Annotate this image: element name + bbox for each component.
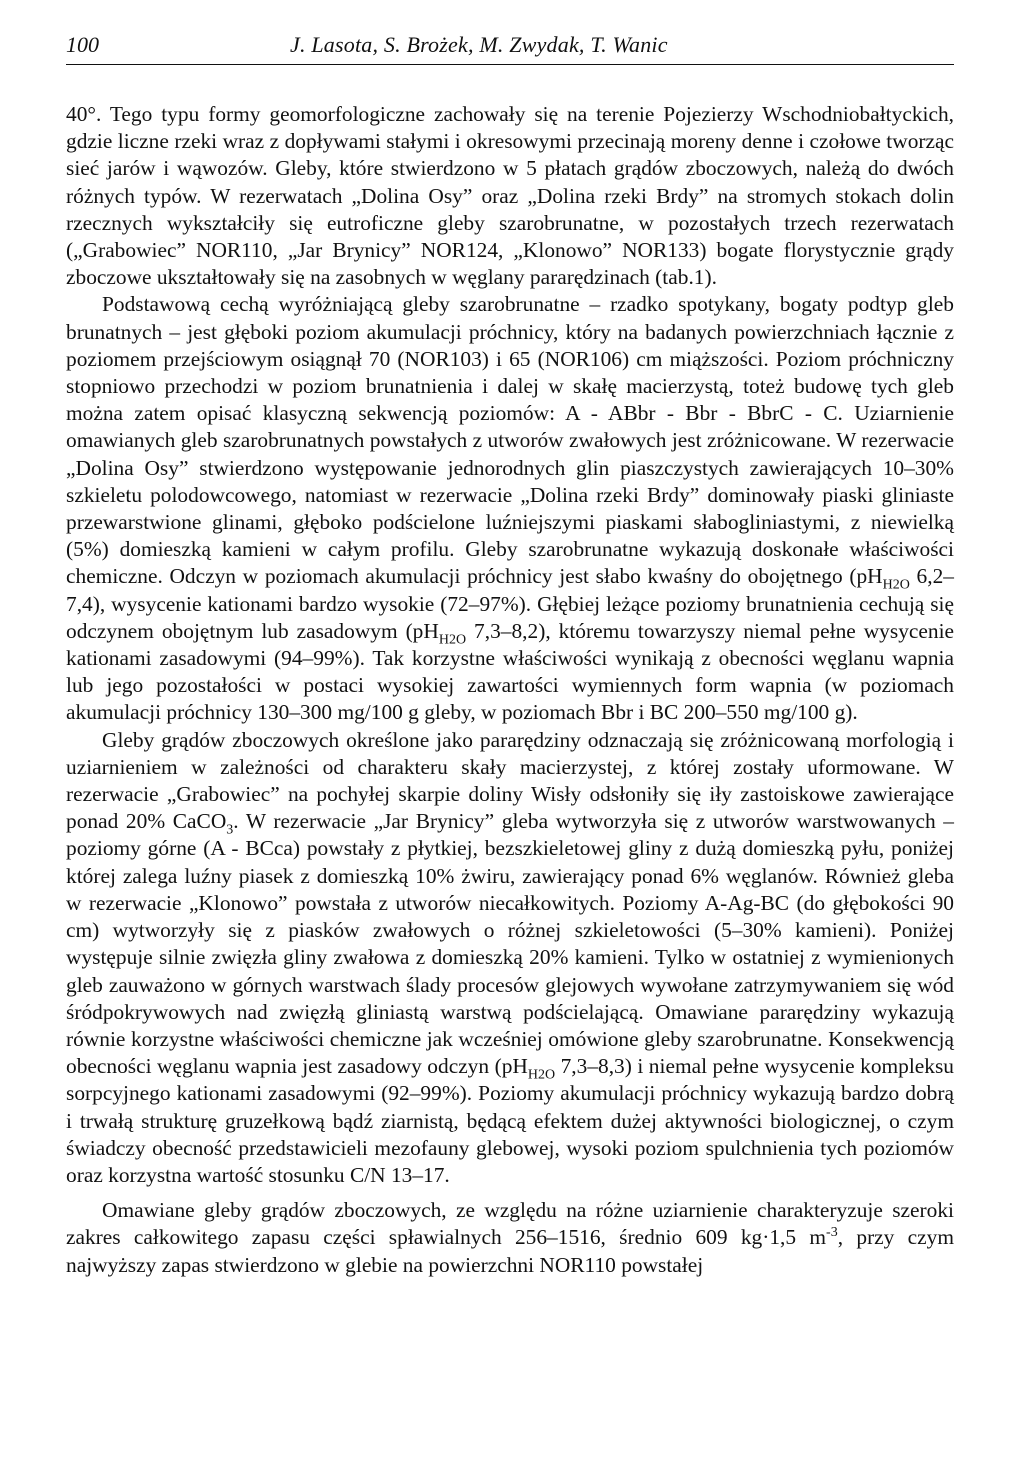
paragraph-3-text-a: Gleby grądów zboczowych określone jako pararędziny odznaczają się zróżnicowaną morfologią i uziarnieniem w zależności od charakteru skały macierzystej, z której zostały uformowane. W rezerwacie „Grabowiec” na pochyłej skarpie doliny Wisły odsłoniły się iły zastoiskowe zawierające ponad 20% CaCO: [66, 727, 954, 834]
page-number: 100: [66, 32, 99, 57]
paragraph-4-text-a: Omawiane gleby grądów zboczowych, ze względu na różne uziarnienie charakteryzuje szeroki zakres całkowitego zapasu części spławialnych 256–1516, średnio 609 kg·1,5 m: [66, 1198, 954, 1250]
page: [66, 26, 954, 1279]
body-text: [66, 101, 954, 1279]
running-head-authors: J. Lasota, S. Brożek, M. Zwydak, T. Wanic: [290, 32, 668, 57]
paragraph-1-text: 40°. Tego typu formy geomorfologiczne zachowały się na terenie Pojezierzy Wschodniobałtyckich, gdzie liczne rzeki wraz z dopływami stałymi i okresowymi przecinają moreny denne i czołowe tworząc sieć jarów i wąwozów. Gleby, które stwierdzono w 5 płatach grądów zboczowych, należą do dwóch różnych typów. W rezerwatach „Dolina Osy” oraz „Dolina rzeki Brdy” na stromych stokach dolin rzecznych wykształciły się eutroficzne gleby szarobrunatne, w pozostałych trzech rezerwatach („Grabowiec” NOR110, „Jar Brynicy” NOR124, „Klonowo” NOR133) bogate florystycznie grądy zboczowe ukształtowały się na zasobnych w węglany pararędzinach (tab.1).: [66, 102, 954, 290]
paragraph-1: [66, 101, 954, 291]
page-header: [66, 26, 954, 65]
paragraph-2-text-a: Podstawową cechą wyróżniającą gleby szarobrunatne – rzadko spotykany, bogaty podtyp gleb brunatnych – jest głęboki poziom akumulacji próchnicy, który na badanych powierzchniach łącznie z poziomem przejściowym osiągnął 70 (NOR103) i 65 (NOR106) cm miąższości. Poziom próchniczny stopniowo przechodzi w poziom brunatnienia i dalej w skałę macierzystą, toteż budowę tych gleb można zatem opisać klasyczną sekwencją poziomów: A - ABbr - Bbr - BbrC - C. Uziarnienie omawianych gleb szarobrunatnych powstałych z utworów zwałowych jest zróżnicowane. W rezerwacie „Dolina Osy” stwierdzono występowanie jednorodnych glin piaszczystych zawierających 10–30% szkieletu polodowcowego, natomiast w rezerwacie „Dolina rzeki Brdy” dominowały piaski gliniaste przewarstwione glinami, głęboko podścielone luźniejszymi piaskami słabogliniastymi, z niewielką (5%) domieszką kamieni w całym profilu. Gleby szarobrunatne wykazują doskonałe właściwości chemiczne. Odczyn w poziomach akumulacji próchnicy jest słabo kwaśny do obojętnego (pH: [66, 292, 954, 589]
paragraph-4: [66, 1197, 954, 1279]
caco3-subscript: 3: [226, 822, 234, 838]
ph-subscript: H2O: [882, 577, 910, 593]
paragraph-3-text-c: 7,3–8,3) i niemal pełne wysycenie kompleksu sorpcyjnego kationami zasadowymi (92–99%). Poziomy akumulacji próchnicy wykazują bardzo dobrą i trwałą strukturę gruzełkową bądź ziarnistą, będącą efektem dużej aktywności biologicznej, o czym świadczy obecność przedstawicieli mezofauny glebowej, wysoki poziom spulchnienia tych poziomów oraz korzystna wartość stosunku C/N 13–17.: [66, 1054, 954, 1187]
paragraph-2-text-c: 7,3–8,2), któremu towarzyszy niemal pełne wysycenie kationami zasadowymi (94–99%). Tak korzystne właściwości wynikają z obecności węglanu wapnia lub jego pozostałości w postaci wysokiej zawartości wymiennych form wapnia (w poziomach akumulacji próchnicy 130–300 mg/100 g gleby, w poziomach Bbr i BC 200–550 mg/100 g).: [66, 618, 955, 725]
paragraph-3: [66, 727, 954, 1189]
ph-subscript: H2O: [527, 1067, 556, 1083]
paragraph-3-text-b: . W rezerwacie „Jar Brynicy” gleba wytworzyła się z utworów warstwowanych – poziomy górne (A - BCca) powstały z płytkiej, bezszkieletowej gliny z dużą domieszką pyłu, poniżej której zalega luźny piasek z domieszką 10% żwiru, zawierający ponad 6% węglanów. Również gleba w rezerwacie „Klonowo” powstała z utworów niecałkowitych. Poziomy A-Ag-BC (do głębokości 90 cm) wytworzyły się z piasków zwałowych o różnej szkieletowości (5–30% kamieni). Poniżej występuje silnie zwięzła gliny zwałowa z domieszką 20% kamieni. Tylko w ostatniej z wymienionych gleb zauważono w górnych warstwach ślady procesów glejowych wywołane zatrzymywaniem się wód śródpokrywowych nad zwięzłą gliniastą warstwą podścielającą. Omawiane pararędziny wykazują równie korzystne właściwości chemiczne jak wcześniej omówione gleby szarobrunatne. Konsekwencją obecności węglanu wapnia jest zasadowy odczyn (pH: [66, 809, 954, 1079]
exponent-superscript: -3: [826, 1225, 838, 1241]
ph-subscript: H2O: [438, 632, 467, 648]
paragraph-2-text-b: 6,2–7,4), wysycenie kationami bardzo wysokie (72–97%). Głębiej leżące poziomy brunatnienia cechują się odczynem obojętnym lub zasadowym (pH: [66, 564, 954, 643]
paragraph-4-text-b: , przy czym najwyższy zapas stwierdzono w glebie na powierzchni NOR110 powstałej: [66, 1225, 954, 1277]
paragraph-2: [66, 291, 954, 726]
